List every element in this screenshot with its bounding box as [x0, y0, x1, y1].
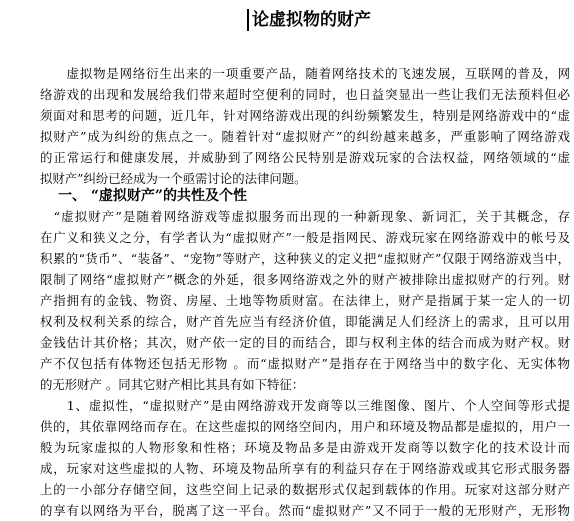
paragraph-line: 成，玩家对这些虚拟的人物、环境及物品所享有的利益只存在于网络游戏或其它形式服务器	[40, 461, 570, 476]
paragraph-line: 权利及权利关系的综合，财产首先应当有经济价值，即能满足人们经济上的需求，且可以用	[40, 314, 570, 329]
paragraph-line: 虚拟物是网络衍生出来的一项重要产品，随着网络技术的飞速发展，互联网的普及，网	[40, 66, 570, 81]
paragraph-line: 供的，其依靠网络而存在。在这些虚拟的网络空间内，用户和环境及物品都是虚拟的，用户一	[40, 419, 570, 434]
paragraph-line: 的无形财产 。同其它财产相比其具有如下特征：	[40, 377, 305, 392]
section-heading: 一、 “虚拟财产”的共性及个性	[58, 188, 247, 204]
paragraph-line: 般为玩家虚拟的人物形象和性格；环境及物品多是由游戏开发商等以数字化的技术设计而	[40, 440, 570, 455]
paragraph-line: 产不仅包括有体物还包括无形物 。而“虚拟财产”是指存在于网络当中的数字化、无实体物	[40, 356, 570, 371]
paragraph-line: 在广义和狭义之分，有学者认为“虚拟财产”一般是指网民、游戏玩家在网络游戏中的帐号及	[40, 230, 570, 245]
paragraph-line: 须面对和思考的问题，近几年，针对网络游戏出现的纠纷频繁发生，特别是网络游戏中的“虚	[40, 108, 570, 123]
paragraph-line: 拟财产”纠纷已经成为一个亟需讨论的法律问题。	[40, 171, 307, 186]
paragraph-line: 金钱估计其价格；其次，财产依一定的目的而结合，即与权利主体的结合而成为财产权。财	[40, 335, 570, 350]
paragraph-line: 积累的“货币”、“装备”、“宠物”等财产，这种狭义的定义把“虚拟财产”仅限于网络游戏当中，	[40, 251, 570, 266]
paragraph-line: 1、虚拟性，“虚拟财产”是由网络游戏开发商等以三维图像、图片、个人空间等形式提	[40, 398, 570, 413]
paragraph-line: 的享有以网络为平台，脱离了这一平台。然而“虚拟财产”又不同于一般的无形财产，无形物	[40, 503, 570, 518]
paragraph-line: 络游戏的出现和发展给我们带来超时空便利的同时，也日益突显出一些让我们无法预料但必	[40, 87, 570, 102]
paragraph-line: 限制了网络“虚拟财产”概念的外延，很多网络游戏之外的财产被排除出虚拟财产的行列。财	[40, 272, 570, 287]
paragraph-line: 上的一小部分存储空间，这些空间上记录的数据形式仅起到载体的作用。玩家对这部分财产	[40, 482, 570, 497]
paragraph-line: “虚拟财产”是随着网络游戏等虚拟服务而出现的一种新现象、新词汇，关于其概念，存	[40, 209, 570, 224]
text-cursor	[247, 9, 249, 31]
paragraph-line: 的正常运行和健康发展，并威胁到了网络公民特别是游戏玩家的合法权益，网络领域的“虚	[40, 150, 570, 165]
paragraph-line: 产指拥有的金钱、物资、房屋、土地等物质财富。在法律上，财产是指属于某一定人的一切	[40, 293, 570, 308]
document-title: 论虚拟物的财产	[252, 10, 371, 30]
paragraph-line: 拟财产”成为纠纷的焦点之一。随着针对“虚拟财产”的纠纷越来越多，严重影响了网络游戏	[40, 129, 570, 144]
